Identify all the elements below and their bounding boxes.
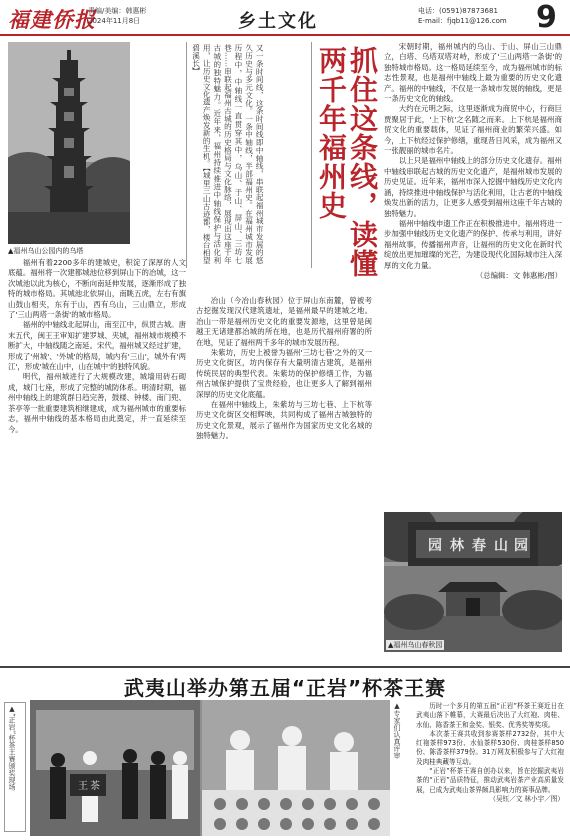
edition-info xyxy=(88,6,146,26)
judges-photo-caption-box xyxy=(392,702,412,812)
newspaper-logo: 福建侨报 xyxy=(8,7,96,32)
paragraph: 福州中轴线申遗工作正在积极推进中。福州将进一步加强中轴线历史文化遗产的保护、传承与利用，讲好福州故事，传播福州声音，让福州的历史文化在新时代绽放出更加璀璨的光芒，为建设现代化国际城市注入深厚的文化力量。 xyxy=(384,218,562,270)
page-number: 9 xyxy=(536,0,557,35)
pagoda-photo xyxy=(8,42,130,244)
article-byline: （总编辑：文 韩惠彬/图） xyxy=(475,270,562,280)
paragraph: 在福州中轴线上，朱紫坊与三坊七巷、上下杭等历史文化街区交相辉映，共同构成了福州古城独特的历史文化景观，展示了福州作为国家历史文化名城的独特魅力。 xyxy=(196,400,372,441)
svg-text:园: 园 xyxy=(514,538,528,554)
contact-info xyxy=(418,6,507,26)
paragraph: 历时一个多月的第五届“正岩”杯茶王赛近日在武夷山落下帷幕，大赛最后决出了大红袍、肉桂、水仙、陈香茶王和金奖、银奖、优秀奖等奖项。 xyxy=(416,702,564,729)
award-photo-caption-box xyxy=(4,702,26,832)
paragraph: 大约在元明之际，这里逐渐成为商贸中心，行商巨贾聚居于此，'上下杭'之名随之而来。上下杭是福州商贸文化的重要载体，见证了福州商业的繁荣兴盛。如今，上下杭经过保护修缮，重现昔日风采，成为福州又一张靓丽的城市名片。 xyxy=(384,104,562,156)
phone-line: 电话：(0591)87873681 xyxy=(418,7,498,15)
paragraph: 宋朝时期，福州城内的乌山、于山、屏山三山鼎立，白塔、乌塔双塔对峙，形成了'三山两塔一条街'的独特城市格局。这一格局延续至今，成为福州城市的标志性景观，也是福州中轴线上最为重要的历史文化遗产。福州的中轴线，不仅是一条城市发展的轴线，更是一条历史文化的轴线。 xyxy=(384,42,562,104)
svg-text:王: 王 xyxy=(78,781,88,792)
section-title: 乡土文化 xyxy=(238,11,318,32)
main-headline: 抓住这条线，读懂两千年福州史 xyxy=(315,46,379,278)
article-byline: （吴钰／文 林小宇／图） xyxy=(489,794,564,803)
svg-text:山: 山 xyxy=(494,538,508,554)
paragraph: 明代，福州城进行了大规模改建，城墙用砖石砌成，城门七座，形成了完整的城防体系。明清时期，福州中轴线上的建筑群日趋完善，鼓楼、钟楼、南门兜、茶亭等一批重要建筑相继建成，成为福州城市的重要标志，福州中轴线的基本格局由此奠定，并一直延续至今。 xyxy=(8,372,186,434)
paragraph: 冶山（今冶山春秋园）位于屏山东南麓，曾被考古挖掘发现汉代建筑遗址，是福州最早的建城之地。冶山一带是福州历史文化的重要发源地，这里曾是闽越王无诸建都冶城的所在地，也是历代福州府署的所在地，见证了福州两千多年的城市发展历程。 xyxy=(196,296,372,347)
garden-photo-caption: ▲福州乌山春秋园 xyxy=(388,641,443,649)
intro-text: 又一条时间线，这条时间线即中轴线，串联起福州城市发展的悠久历史与多元文化。一条中轴线，半部福州史。在福州城市发展历程中，中轴线一直贯穿其中，乌山、于山、屏山、三坊七巷……串联起福州古城的历史格局与文化脉络，展现出这座千年古城的独特魅力。近年来，福州持续推进中轴线保护与活化利用，让历史文化遗产焕发新的生机。【城里三山古迹都，楼台相望碧溪长】 xyxy=(191,44,265,264)
article-column-b xyxy=(196,296,372,650)
headline-box xyxy=(315,46,379,286)
paragraph: 本次茶王赛共收到参赛茶样2732份，其中大红袍茶样973份、水仙茶样530份、肉桂茶样850份、陈香茶样379份。31万网友积极参与了大红袍及肉桂典藏等互动。 xyxy=(416,729,564,766)
feature-headline: 武夷山举办第五届“正岩”杯茶王赛 xyxy=(123,676,447,700)
paragraph: 福州有着2200多年的建城史，积淀了深厚的人文底蕴。福州将一次建都城池位移到屏山下的冶城，这一次城池以此为核心，不断向南延伸发展，逐渐形成了独特的城市格局。其城池北依屏山，南眺五虎，左右有旗山鼓山相夹，东有于山，西有乌山，三山鼎立，形成了'三山两塔一条街'的城市格局。 xyxy=(8,258,186,320)
editor-line: 责编/美编：韩惠彬 xyxy=(88,7,147,15)
svg-text:园: 园 xyxy=(428,538,442,554)
paragraph: 福州的中轴线北起屏山，南至江中，纵贯古城。唐末五代，闽王王审知扩建罗城、夹城，福州城市规模不断扩大，中轴线随之南延。宋代，福州城又经过扩建，形成了'州城'、'外城'的格局，城内有'三山'，城外有'两江'，形成'城在山中，山在城中'的独特风貌。 xyxy=(8,320,186,372)
award-photo-caption: ▲“正岩”杯茶王赛颁奖现场 xyxy=(8,705,16,791)
paragraph: “正岩”杯茶王赛自创办以来，旨在挖掘武夷岩茶的“正岩”品质特征，推动武夷岩茶产业高质量发展，已成为武夷山茶界颇具影响力的赛事品牌。 xyxy=(416,767,564,794)
article-column-c xyxy=(384,42,562,510)
tea-contest-photo xyxy=(30,700,390,836)
tea-contest-article xyxy=(416,702,564,836)
paragraph: 朱紫坊，历史上被誉为福州'三坊七巷'之外的又一历史文化街区，坊内保存有大量明清古建筑，是福州传统民居的典型代表。朱紫坊的保护修缮工作，为福州古城保护提供了宝贵经验，也让更多人了解到福州深厚的历史文化底蕴。 xyxy=(196,348,372,399)
date-line: 2024年11月8日 xyxy=(88,17,141,25)
svg-text:春: 春 xyxy=(472,538,486,554)
article-column-a xyxy=(8,258,186,650)
masthead xyxy=(0,0,570,36)
svg-text:茶: 茶 xyxy=(90,781,100,792)
email-line: E-mail：fjqb11@126.com xyxy=(418,17,507,25)
garden-photo xyxy=(384,512,562,652)
editor-intro xyxy=(186,42,312,268)
section-divider xyxy=(0,666,570,668)
paragraph: 以上只是福州中轴线上的部分历史文化遗存。福州中轴线串联起古城的历史文化遗产，是福州城市发展的历史见证。近年来，福州市深入挖掘中轴线历史文化内涵，持续推进中轴线保护与活化利用，让古老的中轴线焕发出新的活力，让更多人感受到福州这座千年古城的独特魅力。 xyxy=(384,156,562,218)
pagoda-photo-caption: ▲福州乌山公园内的乌塔 xyxy=(8,247,84,255)
judges-photo-caption: ▲专家们认真评审 xyxy=(393,702,401,759)
svg-text:林: 林 xyxy=(450,538,464,554)
